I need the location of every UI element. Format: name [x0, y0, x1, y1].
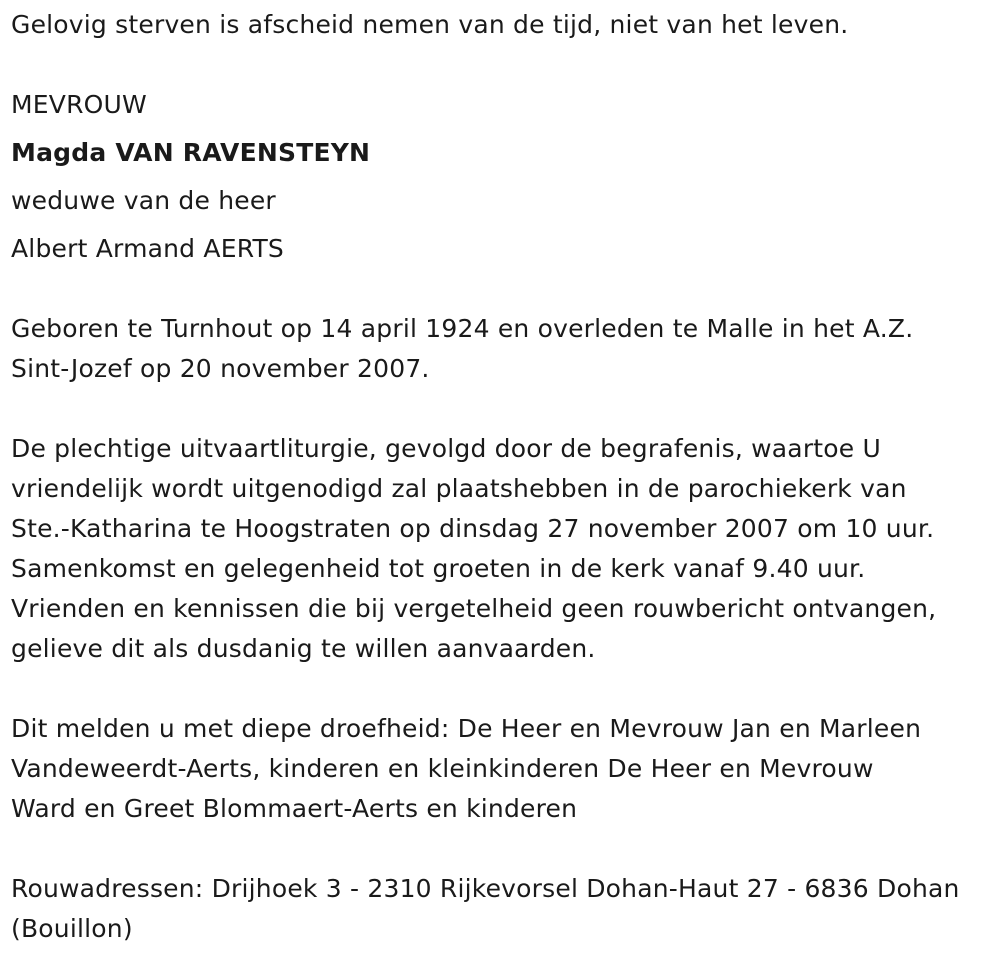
funeral-line: gelieve dit als dusdanig te willen aanvaarden.	[11, 634, 596, 663]
deceased-name: Magda VAN RAVENSTEYN	[11, 138, 371, 167]
funeral-line: Ste.-Katharina te Hoogstraten op dinsdag 27 november 2007 om 10 uur.	[11, 514, 935, 543]
addresses-line: (Bouillon)	[11, 914, 133, 943]
spouse-name: Albert Armand AERTS	[11, 234, 284, 263]
relation-text: weduwe van de heer	[11, 186, 276, 215]
title-text: MEVROUW	[11, 90, 147, 119]
addresses-line: Rouwadressen: Drijhoek 3 - 2310 Rijkevorsel Dohan-Haut 27 - 6836 Dohan	[11, 874, 960, 903]
motto-text: Gelovig sterven is afscheid nemen van de tijd, niet van het leven.	[11, 10, 849, 39]
funeral-line: vriendelijk wordt uitgenodigd zal plaatshebben in de parochiekerk van	[11, 474, 907, 503]
funeral-line: Samenkomst en gelegenheid tot groeten in de kerk vanaf 9.40 uur.	[11, 554, 866, 583]
funeral-line: Vrienden en kennissen die bij vergetelheid geen rouwbericht ontvangen,	[11, 594, 937, 623]
announcers-line: Dit melden u met diepe droefheid: De Heer en Mevrouw Jan en Marleen	[11, 714, 922, 743]
birth-death-line: Sint-Jozef op 20 november 2007.	[11, 354, 430, 383]
announcers-line: Ward en Greet Blommaert-Aerts en kinderen	[11, 794, 578, 823]
funeral-line: De plechtige uitvaartliturgie, gevolgd door de begrafenis, waartoe U	[11, 434, 882, 463]
birth-death-line: Geboren te Turnhout op 14 april 1924 en overleden te Malle in het A.Z.	[11, 314, 914, 343]
announcers-line: Vandeweerdt-Aerts, kinderen en kleinkinderen De Heer en Mevrouw	[11, 754, 874, 783]
